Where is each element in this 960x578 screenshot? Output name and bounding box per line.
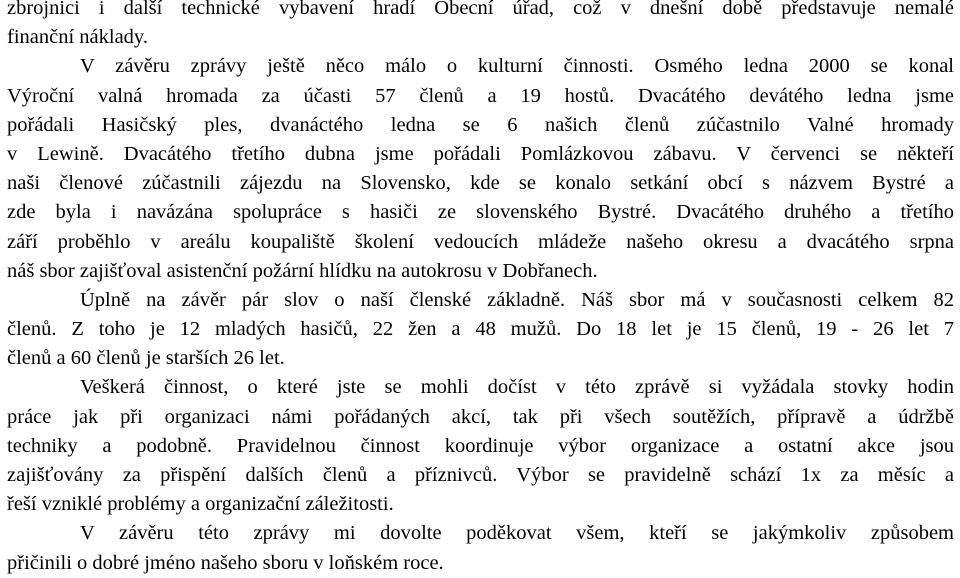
text-line: v Lewině. Dvacátého třetího dubna jsme pořádali Pomlázkovou zábavu. V červenci se někteří [7,142,954,165]
text-line: práce jak při organizaci námi pořádaných akcí, tak při všech soutěžích, přípravě a údržbě [7,405,954,428]
text-line: členů a 60 členů je starších 26 let. [7,347,285,370]
text-line: zbrojnici i další technické vybavení hradí Obecní úřad, což v dnešní době představuje nemalé [7,0,954,19]
document-body [7,0,954,578]
paragraph-start-line: Úplně na závěr pár slov o naší členské základně. Náš sbor má v současnosti celkem 82 [80,288,954,311]
text-line: září proběhlo v areálu koupaliště školení vedoucích mládeže našeho okresu a dvacátého srpna [7,230,954,253]
text-line: přičinili o dobré jméno našeho sboru v loňském roce. [7,551,444,574]
paragraph-start-line: V závěru zprávy ještě něco málo o kulturní činnosti. Osmého ledna 2000 se konal [80,55,954,78]
text-line: zajišťovány za přispění dalších členů a příznivců. Výbor se pravidelně schází 1x za měsíc a [7,464,954,486]
text-line: Výroční valná hromada za účasti 57 členů a 19 hostů. Dvacátého devátého ledna jsme [7,84,954,107]
text-line: řeší vzniklé problémy a organizační záležitosti. [7,493,394,516]
text-line: naši členové zúčastnili zájezdu na Slovensko, kde se konalo setkání obcí s názvem Bystré a [7,172,954,195]
text-line: zde byla i navázána spolupráce s hasiči ze slovenského Bystré. Dvacátého druhého a třetího [7,201,954,224]
text-line: náš sbor zajišťoval asistenční požární hlídku na autokrosu v Dobřanech. [7,259,598,282]
paragraph-start-line: Veškerá činnost, o které jste se mohli dočíst v této zprávě si vyžádala stovky hodin [80,376,954,399]
text-line: finanční náklady. [7,26,148,49]
text-line: členů. Z toho je 12 mladých hasičů, 22 žen a 48 mužů. Do 18 let je 15 členů, 19 - 26 let 7 [7,318,954,341]
paragraph-start-line: V závěru této zprávy mi dovolte poděkovat všem, kteří se jakýmkoliv způsobem [80,522,954,545]
text-line: techniky a podobně. Pravidelnou činnost koordinuje výbor organizace a ostatní akce jsou [7,434,954,457]
text-line: pořádali Hasičský ples, dvanáctého ledna se 6 našich členů zúčastnilo Valné hromady [7,113,954,136]
